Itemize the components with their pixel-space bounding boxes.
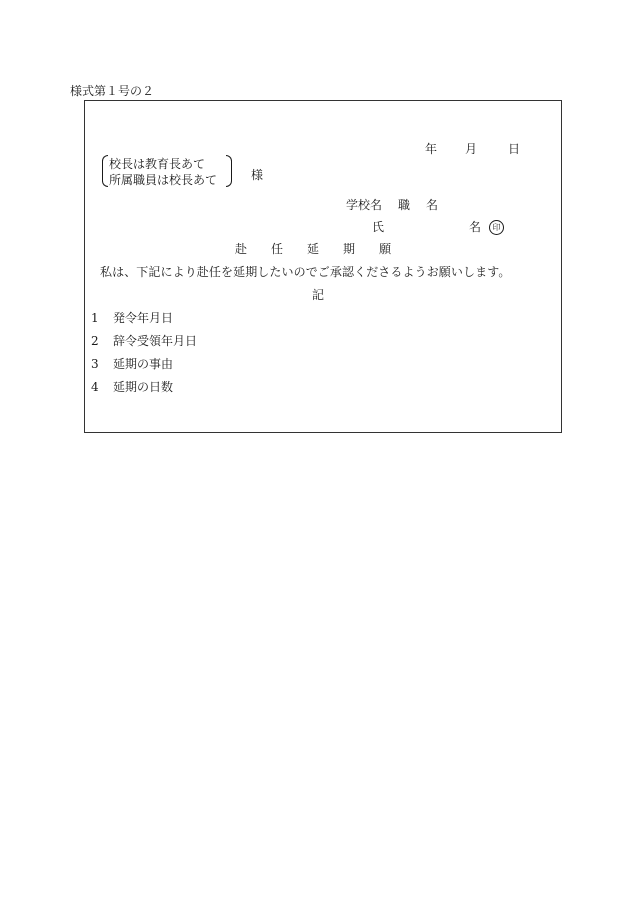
date-row (425, 142, 520, 156)
item-number: 3 (91, 357, 99, 371)
item-label: 延期の事由 (113, 357, 174, 371)
list-item (91, 380, 173, 394)
list-item (91, 311, 173, 325)
addressee-line-2: 所属職員は校長あて (109, 173, 218, 187)
left-parenthesis (102, 155, 108, 187)
date-year-label: 年 (425, 142, 438, 156)
date-month-label: 月 (465, 142, 478, 156)
date-day-label: 日 (508, 142, 521, 156)
position-label: 職 (398, 198, 411, 212)
position-label-2: 名 (426, 198, 439, 212)
right-parenthesis (226, 155, 232, 187)
item-number: 1 (91, 311, 99, 325)
list-item (91, 334, 197, 348)
title-char: 延 (307, 242, 320, 256)
honorific-sama: 様 (251, 168, 264, 182)
ki-heading: 記 (312, 288, 325, 302)
title-char: 願 (379, 242, 392, 256)
seal-mark-icon: 印 (489, 220, 504, 235)
item-label: 辞令受領年月日 (113, 334, 198, 348)
name-label-1: 氏 (372, 220, 385, 234)
school-name-label: 学校名 (346, 198, 383, 212)
item-label: 発令年月日 (113, 311, 174, 325)
item-number: 4 (91, 380, 99, 394)
title-char: 期 (343, 242, 356, 256)
request-body-text: 私は、下記により赴任を延期したいのでご承認くださるようお願いします。 (100, 265, 511, 279)
addressee-bracket (100, 155, 234, 189)
title-char: 任 (271, 242, 284, 256)
item-number: 2 (91, 334, 99, 348)
document-title (235, 242, 391, 256)
title-char: 赴 (235, 242, 248, 256)
item-label: 延期の日数 (113, 380, 174, 394)
form-number-label: 様式第１号の２ (70, 84, 155, 98)
name-row (372, 220, 504, 235)
list-item (91, 357, 173, 371)
school-position-row (346, 198, 438, 212)
addressee-line-1: 校長は教育長あて (109, 157, 206, 171)
name-label-2: 名 (469, 220, 482, 234)
